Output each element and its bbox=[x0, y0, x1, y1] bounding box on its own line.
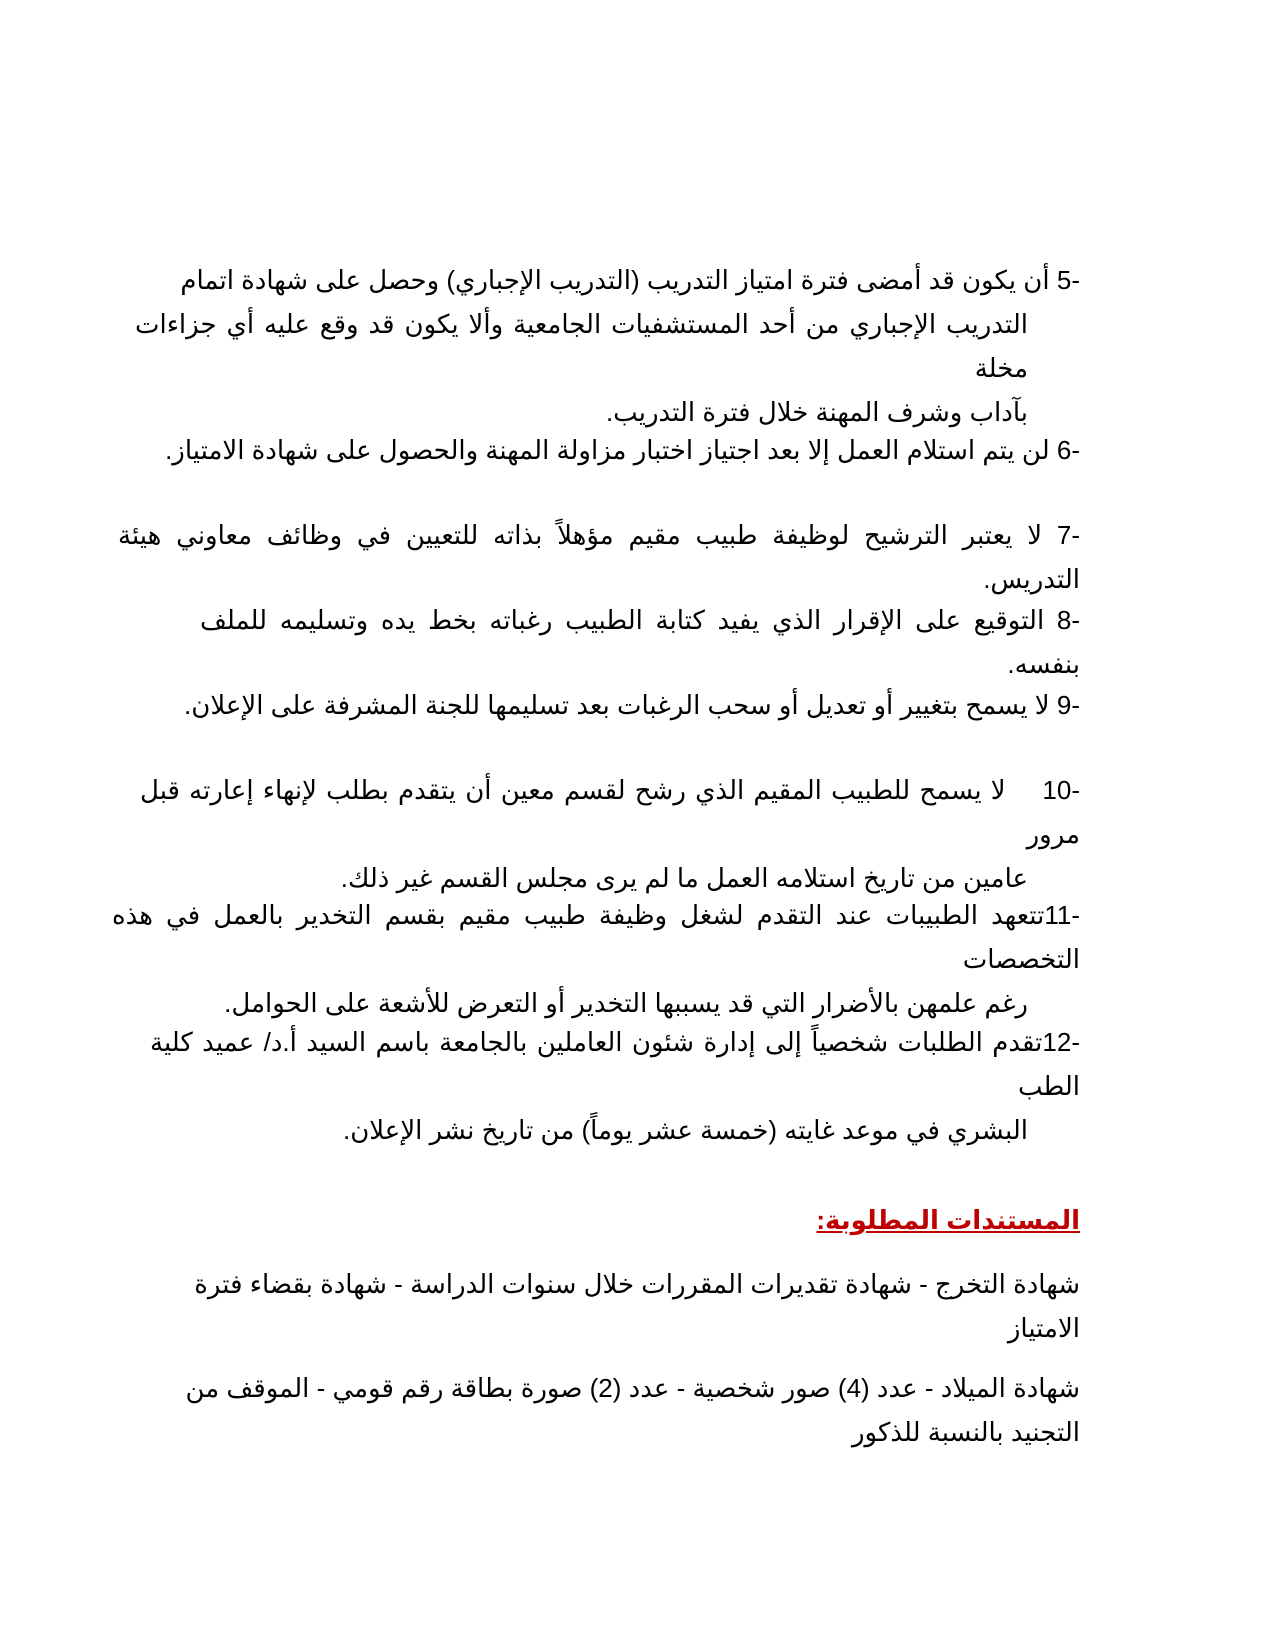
documents-line: شهادة التخرج - شهادة تقديرات المقررات خلال سنوات الدراسة - شهادة بقضاء فترة الامتياز bbox=[194, 1269, 1080, 1343]
item-text: لن يتم استلام العمل إلا بعد اجتياز اختبار مزاولة المهنة والحصول على شهادة الامتياز. bbox=[165, 435, 1050, 465]
documents-line: شهادة الميلاد - عدد (4) صور شخصية - عدد (2) صورة بطاقة رقم قومي - الموقف من bbox=[185, 1373, 1080, 1403]
condition-item-11 bbox=[112, 893, 1080, 1025]
item-text-continued: بآداب وشرف المهنة خلال فترة التدريب. bbox=[605, 397, 1028, 427]
required-documents-heading: المستندات المطلوبة: bbox=[816, 1205, 1080, 1235]
item-text-continued: عامين من تاريخ استلامه العمل ما لم يرى مجلس القسم غير ذلك. bbox=[340, 863, 1028, 893]
item-number: 7- bbox=[1056, 520, 1080, 550]
condition-item-12 bbox=[150, 1020, 1080, 1152]
condition-item-10 bbox=[140, 768, 1080, 900]
item-text-continued: رغم علمهن بالأضرار التي قد يسببها التخدير أو التعرض للأشعة على الحوامل. bbox=[224, 988, 1028, 1018]
condition-item-6 bbox=[150, 428, 1080, 472]
item-number: 9- bbox=[1056, 690, 1080, 720]
item-text-continued: البشري في موعد غايته (خمسة عشر يوماً) من تاريخ نشر الإعلان. bbox=[342, 1115, 1028, 1145]
documents-line: التجنيد بالنسبة للذكور bbox=[851, 1417, 1080, 1447]
condition-item-7 bbox=[118, 513, 1080, 601]
item-number: 11- bbox=[1044, 900, 1080, 930]
item-text: لا يعتبر الترشيح لوظيفة طبيب مقيم مؤهلاً بذاته للتعيين في وظائف معاوني هيئة التدريس. bbox=[118, 520, 1080, 594]
condition-item-8 bbox=[200, 598, 1080, 686]
item-text: لا يسمح للطبيب المقيم الذي رشح لقسم معين أن يتقدم بطلب لإنهاء إعارته قبل مرور bbox=[140, 775, 1080, 849]
item-text: أن يكون قد أمضى فترة امتياز التدريب (التدريب الإجباري) وحصل على شهادة اتمام bbox=[180, 265, 1050, 295]
item-number: 10- bbox=[1042, 775, 1080, 805]
item-number: 5- bbox=[1056, 265, 1080, 295]
item-text-continued: التدريب الإجباري من أحد المستشفيات الجامعية وألا يكون قد وقع عليه أي جزاءات مخلة bbox=[135, 309, 1028, 383]
item-text: التوقيع على الإقرار الذي يفيد كتابة الطبيب رغباته بخط يده وتسليمه للملف بنفسه. bbox=[200, 605, 1080, 679]
item-text: تتعهد الطبيبات عند التقدم لشغل وظيفة طبيب مقيم بقسم التخدير بالعمل في هذه التخصصات bbox=[112, 900, 1080, 974]
item-text: تقدم الطلبات شخصياً إلى إدارة شئون العاملين بالجامعة باسم السيد أ.د/ عميد كلية الطب bbox=[150, 1027, 1080, 1101]
item-number: 12- bbox=[1042, 1027, 1080, 1057]
condition-item-5 bbox=[135, 258, 1080, 434]
condition-item-9 bbox=[180, 683, 1080, 727]
required-documents-list bbox=[130, 1262, 1080, 1454]
item-number: 8- bbox=[1056, 605, 1080, 635]
item-number: 6- bbox=[1056, 435, 1080, 465]
item-text: لا يسمح بتغيير أو تعديل أو سحب الرغبات بعد تسليمها للجنة المشرفة على الإعلان. bbox=[184, 690, 1050, 720]
